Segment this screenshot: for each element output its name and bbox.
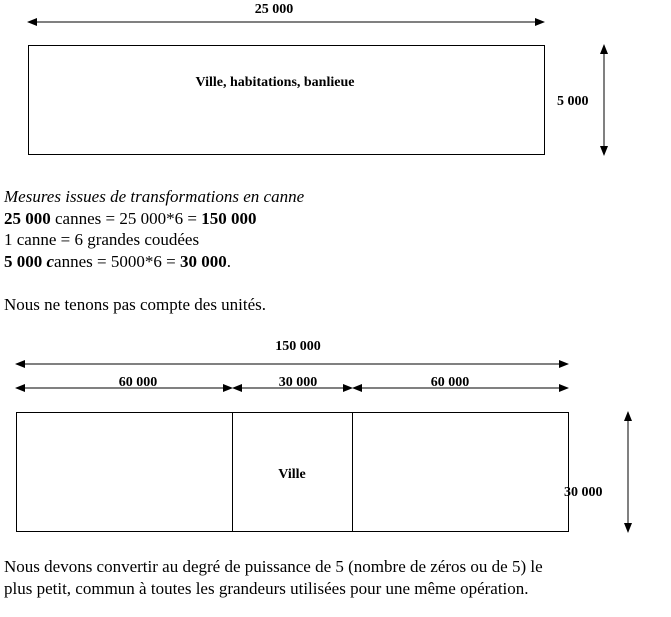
segment-label-center: 30 000 bbox=[278, 375, 318, 390]
measures-line-3 bbox=[4, 251, 304, 273]
city-box bbox=[29, 46, 545, 155]
conversion-line-1: Nous devons convertir au degré de puissance de 5 (nombre de zéros ou de 5) le bbox=[4, 557, 543, 576]
letter-c: c bbox=[46, 251, 55, 271]
city-box-label: Ville, habitations, banlieue bbox=[195, 75, 355, 90]
value-25000: 25 000 bbox=[4, 208, 51, 228]
units-note: Nous ne tenons pas compte des unités. bbox=[4, 294, 267, 314]
conversion-text bbox=[4, 556, 543, 599]
measures-line-1 bbox=[4, 208, 304, 230]
width-label: 25 000 bbox=[254, 2, 294, 17]
measures-text bbox=[4, 186, 304, 315]
value-30000: 30 000 bbox=[179, 251, 227, 271]
height-label: 5 000 bbox=[557, 94, 589, 109]
formula-text: cannes = 25 000*6 = bbox=[50, 208, 202, 228]
city-label: Ville bbox=[278, 467, 306, 482]
diagram-bottom bbox=[16, 339, 628, 532]
diagram-top bbox=[28, 2, 604, 155]
total-label: 150 000 bbox=[275, 339, 321, 354]
spacer-line bbox=[4, 272, 304, 294]
formula-text-2: annes = 5000*6 = bbox=[54, 251, 180, 271]
measures-line-2: 1 canne = 6 grandes coudées bbox=[4, 230, 200, 249]
measures-heading: Mesures issues de transformations en canne bbox=[4, 187, 305, 206]
segment-label-right: 60 000 bbox=[430, 375, 470, 390]
value-5000: 5 000 bbox=[4, 251, 47, 271]
value-150000: 150 000 bbox=[201, 208, 257, 228]
height-label-2: 30 000 bbox=[564, 485, 603, 500]
segment-label-left: 60 000 bbox=[118, 375, 158, 390]
conversion-line-2: plus petit, commun à toutes les grandeurs utilisées pour une même opération. bbox=[4, 578, 529, 598]
period: . bbox=[226, 251, 231, 271]
